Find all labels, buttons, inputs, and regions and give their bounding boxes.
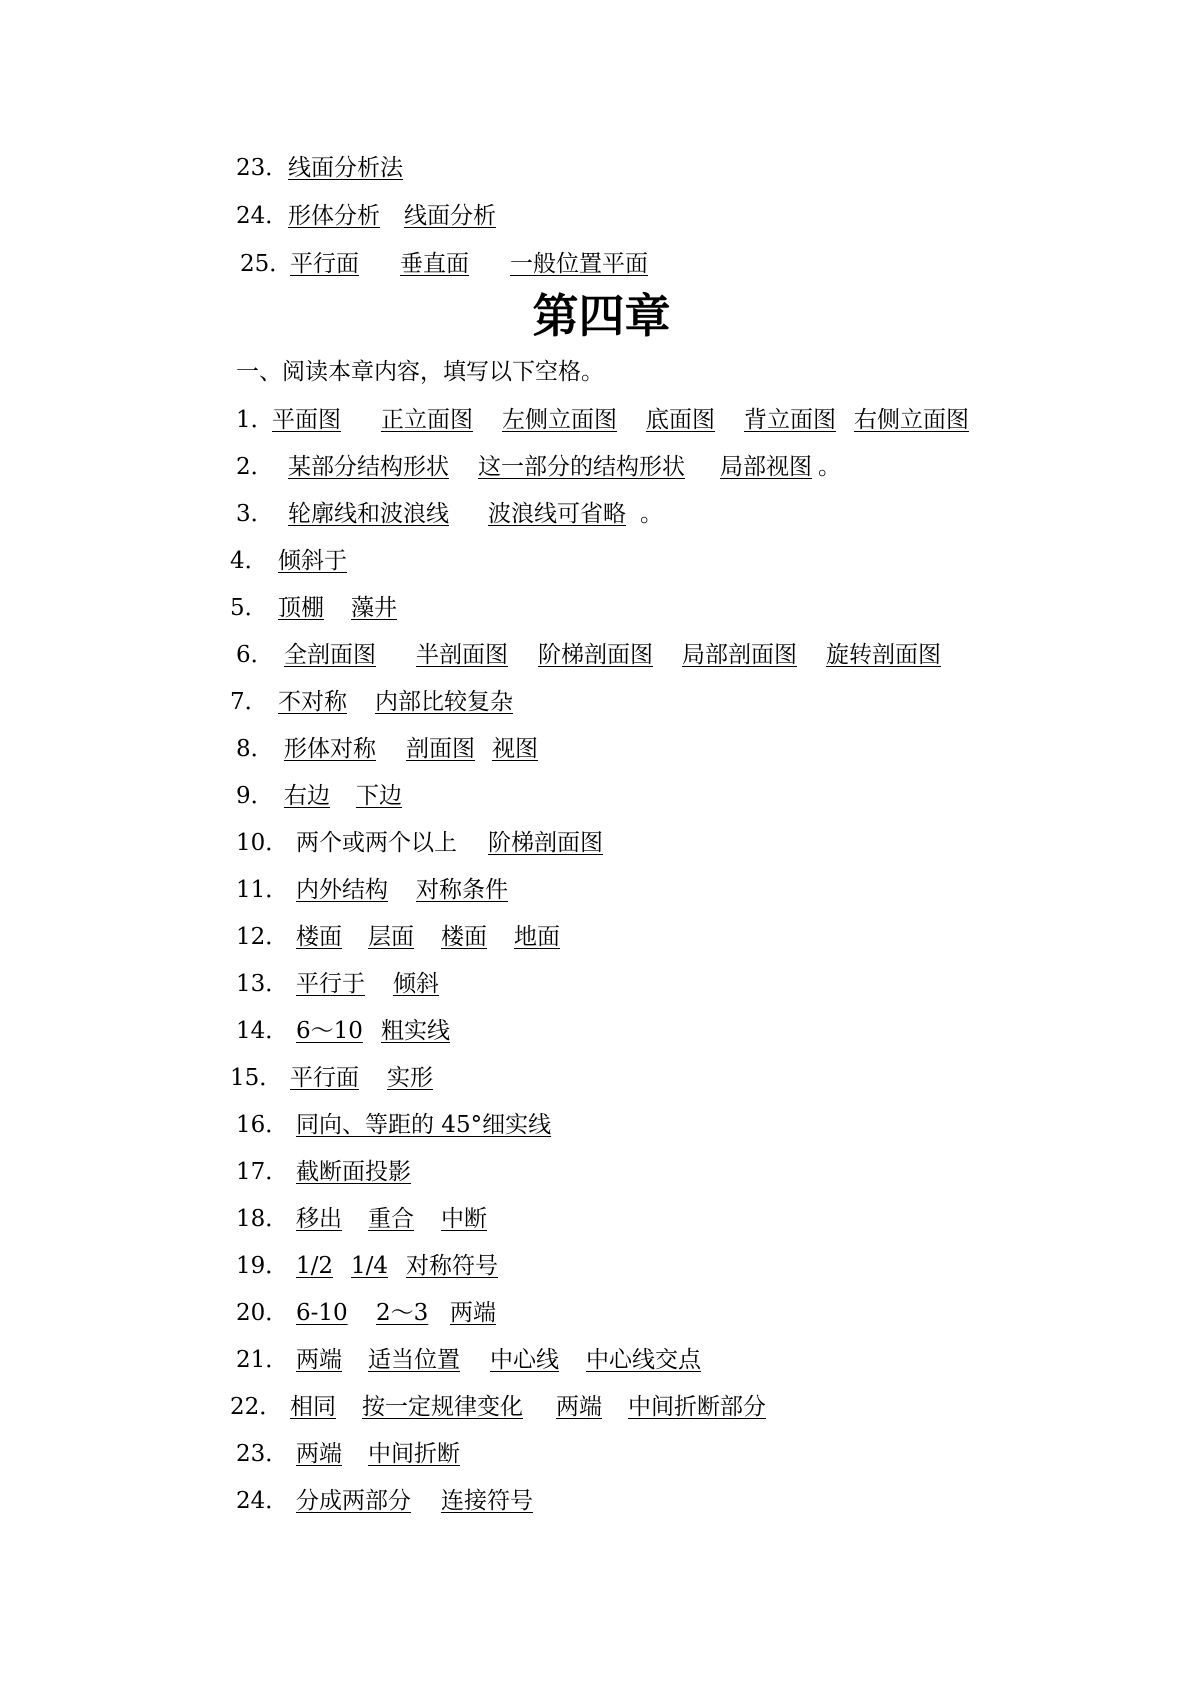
answer-blank: 移出 <box>296 1206 342 1232</box>
answer-line-1 <box>236 405 969 435</box>
answer-blank: 相同 <box>290 1394 336 1420</box>
answer-blank: 两端 <box>450 1300 496 1326</box>
answer-number: 8． <box>236 736 274 762</box>
answer-blank: 右边 <box>284 783 330 809</box>
answer-line-19 <box>236 1251 498 1281</box>
answer-blank: 连接符号 <box>441 1488 533 1514</box>
answer-line-20 <box>236 1298 496 1328</box>
answer-blank: 实形 <box>387 1065 433 1091</box>
answer-blank: 6～10 <box>296 1018 363 1044</box>
answer-line-24 <box>236 1486 533 1516</box>
answer-blank: 局部视图 <box>720 454 812 480</box>
answer-blank: 顶棚 <box>278 595 324 621</box>
answer-blank: 平行面 <box>290 1065 359 1091</box>
prev-answer-line-23 <box>236 153 403 183</box>
answer-line-23 <box>236 1439 460 1469</box>
answer-line-7 <box>230 687 513 717</box>
answer-blank: 全剖面图 <box>284 642 376 668</box>
answer-line-3 <box>236 499 663 529</box>
answer-blank: 两端 <box>296 1441 342 1467</box>
answer-line-17 <box>236 1157 411 1187</box>
answer-blank: 波浪线可省略 <box>488 501 626 527</box>
answer-number: 24． <box>236 203 289 229</box>
answer-line-22 <box>230 1392 766 1422</box>
answer-number: 13． <box>236 971 289 997</box>
answer-blank: 对称条件 <box>416 877 508 903</box>
answer-blank: 中心线交点 <box>586 1347 701 1373</box>
answer-number: 10． <box>236 830 289 856</box>
answer-number: 16． <box>236 1112 289 1138</box>
answer-line-13 <box>236 969 439 999</box>
answer-blank: 6-10 <box>296 1300 348 1326</box>
answer-blank: 右侧立面图 <box>854 407 969 433</box>
answer-lead-text: 两个或两个以上 <box>296 830 457 856</box>
answer-line-15 <box>230 1063 433 1093</box>
answer-blank: 分成两部分 <box>296 1488 411 1514</box>
answer-line-16 <box>236 1110 552 1140</box>
answer-blank: 视图 <box>492 736 538 762</box>
answer-blank: 旋转剖面图 <box>826 642 941 668</box>
answer-blank: 按一定规律变化 <box>362 1394 523 1420</box>
answer-blank: 某部分结构形状 <box>288 454 449 480</box>
answer-blank: 对称符号 <box>406 1253 498 1279</box>
answer-blank: 半剖面图 <box>416 642 508 668</box>
answer-blank: 线面分析 <box>404 203 496 229</box>
answer-line-6 <box>236 640 941 670</box>
answer-blank: 两端 <box>296 1347 342 1373</box>
answer-number: 1． <box>236 407 274 433</box>
answer-number: 4． <box>230 548 268 574</box>
answer-suffix: 。 <box>818 454 841 480</box>
answer-blank: 内部比较复杂 <box>375 689 513 715</box>
answer-blank: 阶梯剖面图 <box>538 642 653 668</box>
answer-blank: 两端 <box>556 1394 602 1420</box>
answer-line-5 <box>230 593 397 623</box>
answer-number: 23． <box>236 1441 289 1467</box>
answer-blank: 楼面 <box>296 924 342 950</box>
chapter-title: 第四章 <box>532 289 671 343</box>
answer-blank: 2～3 <box>376 1300 429 1326</box>
answer-number: 12． <box>236 924 289 950</box>
answer-blank: 重合 <box>368 1206 414 1232</box>
answer-number: 9． <box>236 783 274 809</box>
answer-blank: 中断 <box>441 1206 487 1232</box>
answer-blank: 倾斜 <box>393 971 439 997</box>
answer-blank: 截断面投影 <box>296 1159 411 1185</box>
answer-line-8 <box>236 734 538 764</box>
answer-number: 23． <box>236 155 289 181</box>
answer-line-11 <box>236 875 508 905</box>
answer-blank: 形体对称 <box>284 736 376 762</box>
answer-blank: 倾斜于 <box>278 548 347 574</box>
answer-line-18 <box>236 1204 487 1234</box>
answer-number: 11． <box>236 877 289 903</box>
answer-blank: 左侧立面图 <box>502 407 617 433</box>
answer-number: 17． <box>236 1159 289 1185</box>
answer-number: 14． <box>236 1018 289 1044</box>
answer-blank: 下边 <box>356 783 402 809</box>
answer-suffix: 。 <box>640 501 663 527</box>
answer-blank: 平面图 <box>272 407 341 433</box>
answer-line-2 <box>236 452 841 482</box>
answer-line-9 <box>236 781 402 811</box>
answer-blank: 适当位置 <box>368 1347 460 1373</box>
answer-blank: 局部剖面图 <box>682 642 797 668</box>
answer-number: 19． <box>236 1253 289 1279</box>
prev-answer-line-25 <box>240 249 648 279</box>
answer-blank: 地面 <box>514 924 560 950</box>
answer-number: 22． <box>230 1394 283 1420</box>
answer-blank: 粗实线 <box>381 1018 450 1044</box>
answer-line-10 <box>236 828 603 858</box>
answer-blank: 1/4 <box>351 1253 389 1279</box>
answer-number: 24． <box>236 1488 289 1514</box>
answer-line-4 <box>230 546 347 576</box>
answer-blank: 中间折断 <box>368 1441 460 1467</box>
answer-number: 7． <box>230 689 268 715</box>
answer-blank: 平行于 <box>296 971 365 997</box>
answer-blank: 轮廓线和波浪线 <box>288 501 449 527</box>
answer-blank: 剖面图 <box>406 736 475 762</box>
answer-blank: 1/2 <box>296 1253 334 1279</box>
answer-blank: 内外结构 <box>296 877 388 903</box>
prev-answer-line-24 <box>236 201 496 231</box>
answer-blank: 形体分析 <box>288 203 380 229</box>
answer-blank: 不对称 <box>278 689 347 715</box>
answer-number: 15． <box>230 1065 283 1091</box>
chapter-instruction: 一、阅读本章内容，填写以下空格。 <box>236 359 604 385</box>
answer-blank: 背立面图 <box>744 407 836 433</box>
answer-number: 21． <box>236 1347 289 1373</box>
answer-line-14 <box>236 1016 450 1046</box>
answer-number: 6． <box>236 642 274 668</box>
answer-number: 18． <box>236 1206 289 1232</box>
answer-blank: 藻井 <box>351 595 397 621</box>
answer-blank: 层面 <box>368 924 414 950</box>
answer-line-21 <box>236 1345 701 1375</box>
answer-number: 2． <box>236 454 274 480</box>
answer-blank: 中心线 <box>490 1347 559 1373</box>
answer-blank: 中间折断部分 <box>628 1394 766 1420</box>
answer-blank: 平行面 <box>290 251 359 277</box>
answer-number: 20． <box>236 1300 289 1326</box>
answer-blank: 楼面 <box>441 924 487 950</box>
answer-blank: 这一部分的结构形状 <box>478 454 685 480</box>
answer-blank: 垂直面 <box>400 251 469 277</box>
answer-line-12 <box>236 922 560 952</box>
answer-blank: 阶梯剖面图 <box>488 830 603 856</box>
answer-blank: 底面图 <box>646 407 715 433</box>
answer-number: 25． <box>240 251 293 277</box>
answer-blank: 线面分析法 <box>288 155 403 181</box>
answer-blank: 正立面图 <box>381 407 473 433</box>
answer-blank: 一般位置平面 <box>510 251 648 277</box>
answer-number: 5． <box>230 595 268 621</box>
answer-number: 3． <box>236 501 274 527</box>
answer-blank: 同向、等距的 45°细实线 <box>296 1112 552 1138</box>
